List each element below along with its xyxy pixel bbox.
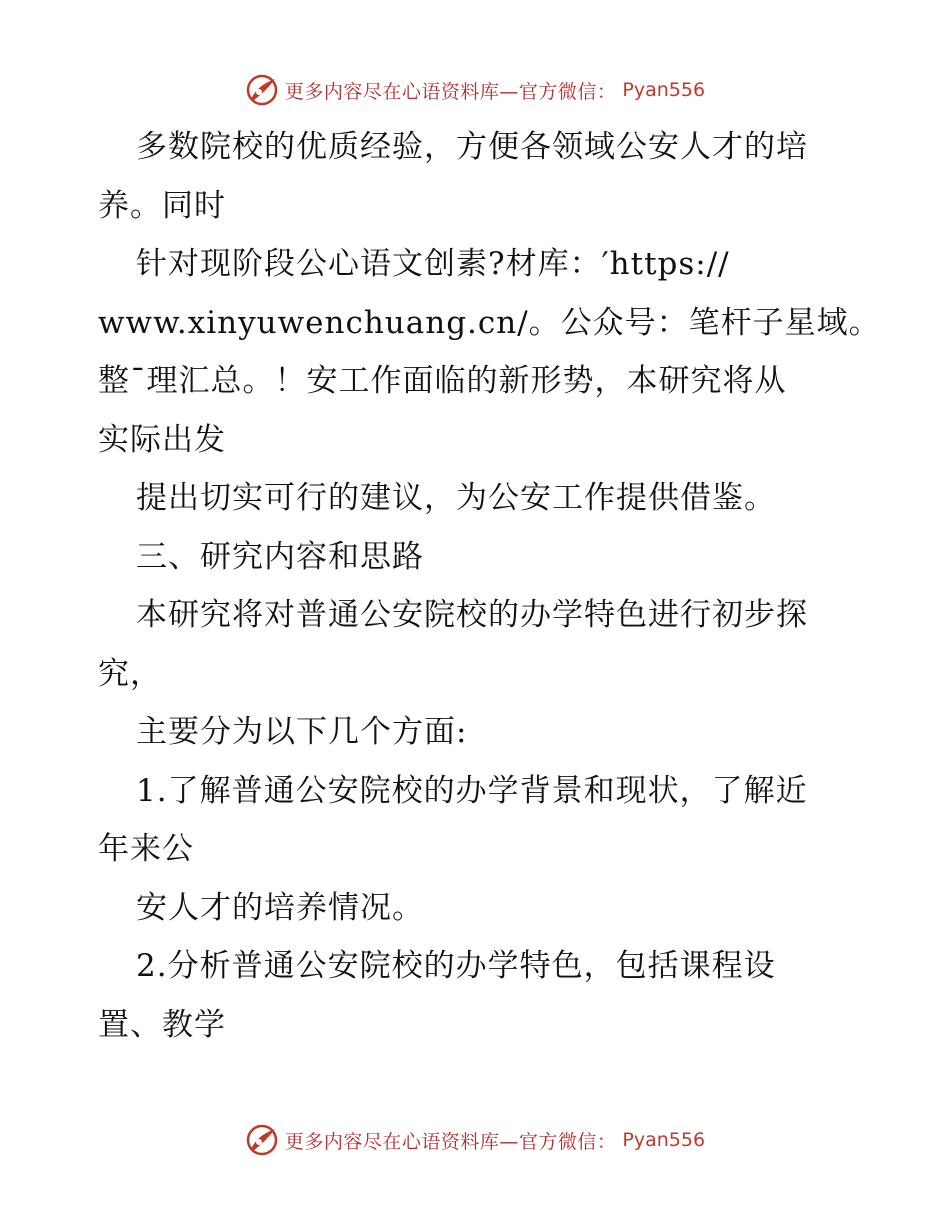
- document-body: [98, 118, 881, 1054]
- banner-text: 更多内容尽在心语资料库—官方微信：: [284, 80, 617, 103]
- banner-content: [245, 73, 705, 107]
- footer-banner: [0, 1120, 950, 1160]
- banner-wechat-id: Pyan556: [622, 79, 706, 101]
- text-line: 整¯理汇总。！安工作面临的新形势，本研究将从: [98, 363, 787, 399]
- text-line: 1.了解普通公安院校的办学背景和现状，了解近: [136, 772, 808, 809]
- text-line: 2.分析普通公安院校的办学特色，包括课程设: [136, 948, 776, 984]
- banner-content: [245, 1123, 705, 1157]
- text-line: 主要分为以下几个方面:: [136, 714, 468, 750]
- text-line: 置、教学: [98, 1006, 226, 1043]
- text-line: 多数院校的优质经验，方便各领域公安人才的培: [136, 129, 808, 165]
- text-line: 实际出发: [98, 421, 226, 458]
- pen-logo-icon: [245, 73, 279, 107]
- text-line: 究，: [98, 655, 162, 692]
- text-line: 针对现阶段公心语文创素?材库：′https://: [136, 246, 730, 282]
- text-line: 安人才的培养情况。: [136, 889, 424, 926]
- banner-wechat-id: Pyan556: [622, 1129, 706, 1151]
- text-line: 本研究将对普通公安院校的办学特色进行初步探: [136, 597, 808, 633]
- text-line: 提出切实可行的建议，为公安工作提供借鉴。: [136, 480, 776, 516]
- text-line: 年来公: [98, 831, 194, 867]
- text-line: www.xinyuwenchuang.cn/。公众号：笔杆子星域。: [98, 304, 881, 341]
- text-line: 养。同时: [98, 187, 226, 224]
- pen-logo-icon: [245, 1123, 279, 1157]
- banner-text: 更多内容尽在心语资料库—官方微信：: [284, 1130, 617, 1153]
- text-line: 三、研究内容和思路: [136, 538, 424, 575]
- header-banner: [0, 70, 950, 110]
